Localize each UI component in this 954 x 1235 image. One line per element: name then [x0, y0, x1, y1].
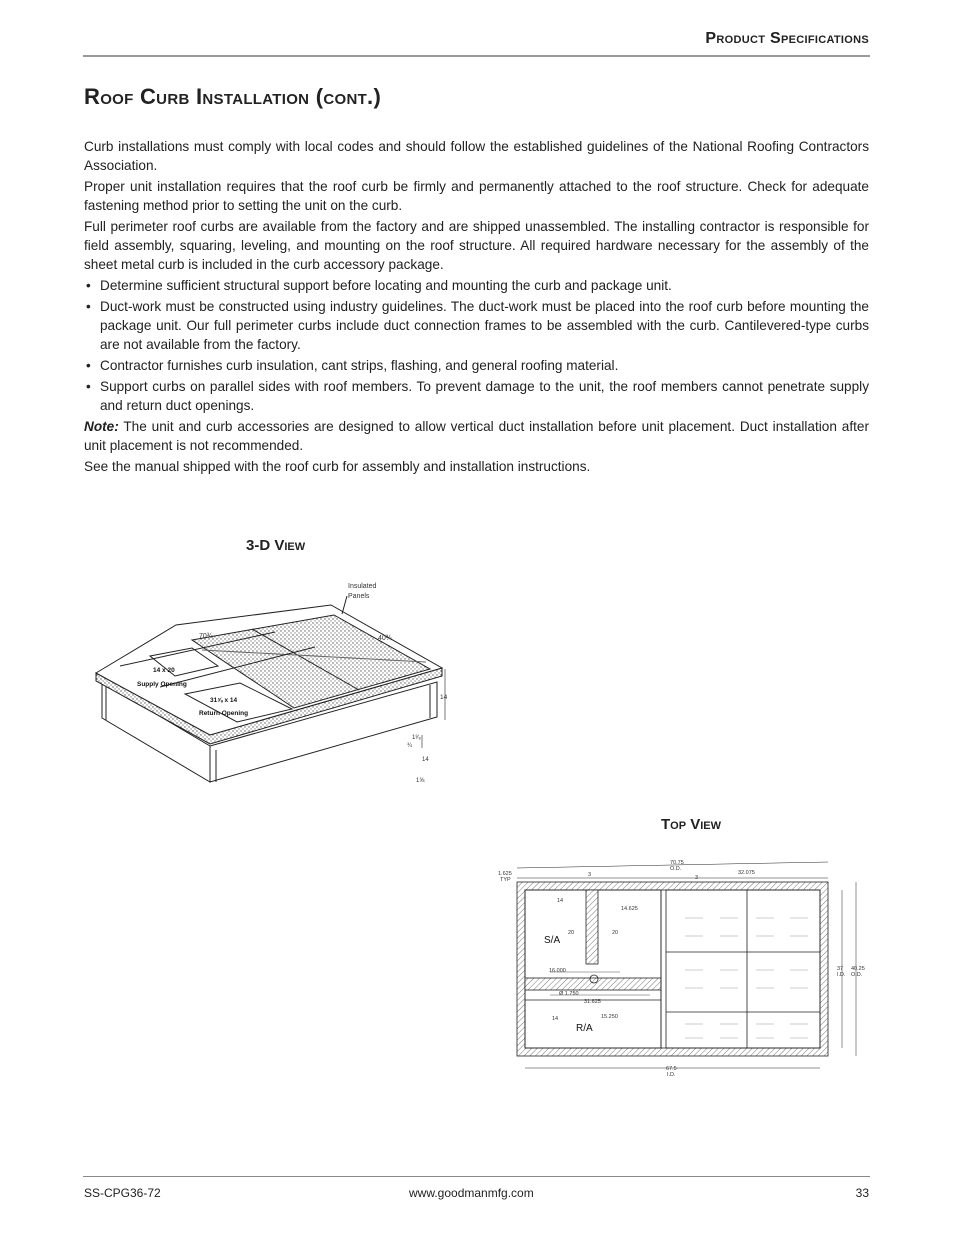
label-insulated: Insulated: [348, 583, 377, 590]
supply-size: 14 x 20: [153, 667, 175, 674]
note-text: The unit and curb accessories are designed to allow vertical duct installation before unit placement. Duct installation after unit placement is not recommended.: [84, 419, 869, 453]
bullet-list: [84, 276, 869, 415]
dim-31: 31.625: [584, 999, 601, 1005]
footer-rule: [83, 1176, 870, 1177]
return-size: 31⅝ x 14: [210, 697, 238, 704]
dim-a: 1³⁄₈: [412, 735, 421, 741]
dim-dia: Ø 1.750: [559, 991, 579, 997]
return-label: Return Opening: [199, 710, 249, 717]
dim-3a: 3: [588, 872, 592, 878]
footer-doc-id: SS-CPG36-72: [84, 1186, 161, 1200]
dim-c: 14: [422, 757, 429, 763]
header-rule: [83, 55, 870, 57]
topview-heading: Top View: [661, 816, 722, 833]
top-od-unit: O.D.: [670, 866, 682, 872]
note: [84, 417, 869, 455]
supply-label: Supply Opening: [137, 681, 187, 688]
closing-paragraph: See the manual shipped with the roof curb for assembly and installation instructions.: [84, 459, 591, 474]
dim-height: 14: [440, 694, 448, 701]
dim-14625: 14.625: [621, 906, 638, 912]
dim-15: 15.250: [601, 1014, 618, 1020]
dim-d: 1⅝: [416, 778, 425, 784]
footer-url: www.goodmanmfg.com: [409, 1186, 534, 1200]
bullet-item: • Support curbs on parallel sides with roof members. To prevent damage to the unit, the roof members cannot penetrate supply and return duct openings.: [84, 377, 869, 415]
label-sa: S/A: [544, 935, 561, 946]
id-right-value: 37: [837, 966, 844, 972]
dim-b: ¾: [407, 743, 413, 749]
dim-20a: 20: [568, 930, 575, 936]
page-title: Roof Curb Installation (cont.): [84, 84, 382, 109]
curb-3d-drawing: [80, 570, 460, 790]
typ-value: 1.625: [498, 871, 512, 877]
curb-top-view-drawing: [490, 852, 870, 1082]
id-bottom-value: 67.5: [666, 1066, 677, 1072]
dim-32: 32.075: [738, 870, 755, 876]
id-right-unit: I.D.: [837, 972, 846, 978]
paragraph: Curb installations must comply with local codes and should follow the established guidelines of the National Roofing Contractors Association.: [84, 139, 869, 173]
footer-page-number: 33: [855, 1186, 869, 1200]
od-right-value: 40.25: [851, 966, 865, 972]
body-text: [84, 137, 869, 478]
paragraph: Proper unit installation requires that the roof curb be firmly and permanently attached to the roof structure. Check for adequate fastening method prior to setting the unit on the curb.: [84, 179, 869, 213]
typ-unit: TYP: [500, 877, 511, 883]
label-ra: R/A: [576, 1023, 593, 1034]
dim-3b: 3: [695, 875, 699, 881]
od-right-unit: O.D.: [851, 972, 863, 978]
id-bottom-unit: I.D.: [667, 1072, 676, 1078]
bullet-item: • Duct-work must be constructed using industry guidelines. The duct-work must be placed into the roof curb before mounting the package unit. Our full perimeter curbs include duct connection frames to be assembled with the curb. Cantilevered-type curbs are not available from the factory.: [84, 297, 869, 354]
top-od-value: 70.75: [670, 860, 684, 866]
dim-20b: 20: [612, 930, 619, 936]
bullet-item: • Determine sufficient structural support before locating and mounting the curb and package unit.: [84, 276, 869, 295]
dim-16: 16.000: [549, 968, 566, 974]
label-panels: Panels: [348, 593, 370, 600]
dim-length: 70¾: [199, 633, 213, 640]
dim-14a: 14: [557, 898, 564, 904]
paragraph: Full perimeter roof curbs are available from the factory and are shipped unassembled. The installing contractor is responsible for field assembly, squaring, leveling, and mounting on the roof structure. All required hardware necessary for the assembly of the sheet metal curb is included in the curb accessory package.: [84, 219, 869, 272]
bullet-item: • Contractor furnishes curb insulation, cant strips, flashing, and general roofing material.: [84, 356, 869, 375]
note-label: Note:: [84, 419, 119, 434]
header-section-title: Product Specifications: [705, 30, 869, 47]
dim-width: 40¾: [378, 635, 392, 642]
view3d-heading: 3-D View: [246, 537, 306, 554]
dim-14b: 14: [552, 1016, 559, 1022]
